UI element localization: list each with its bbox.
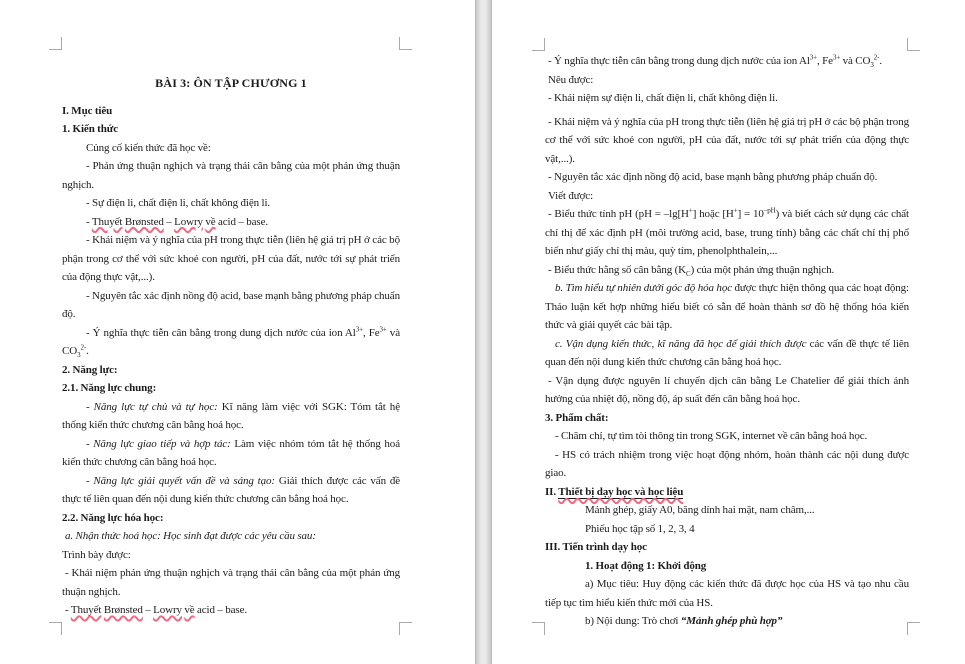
text-run: - Nguyên tắc xác định nồng độ acid, base mạnh bằng phương pháp chuẩn độ. (62, 289, 400, 320)
text-run: - (86, 215, 92, 228)
text-run: , Fe (817, 55, 833, 67)
paragraph[interactable] (545, 427, 909, 446)
paragraph[interactable] (545, 612, 909, 631)
text-run: 2. Năng lực: (62, 363, 118, 376)
text-run: ) và biết cách sử dụng các chất chỉ thị để xác định pH (môi trường acid, base, trung tính) bằng các chất chỉ thị phổ biến như giấy chỉ thị màu, quỳ tím, phenolphthalein,... (545, 208, 909, 257)
paragraph[interactable] (62, 472, 400, 509)
page-gap (475, 0, 492, 664)
page-2-text-column (545, 52, 909, 631)
text-run: ) của một phản ứng thuận nghịch. (690, 263, 835, 276)
spellcheck-flagged-text: Thuyết (91, 215, 123, 228)
heading[interactable] (545, 483, 909, 502)
text-run: Trình bày được: (62, 548, 131, 561)
text-boundary-mark (49, 37, 62, 50)
paragraph[interactable] (545, 168, 909, 187)
heading[interactable] (545, 538, 909, 557)
text-run: Mảnh ghép, giấy A0, băng dính hai mặt, nam châm,... (585, 504, 815, 516)
text-run: - Ý nghĩa thực tiễn cân bằng trong dung dịch nước của ion Al (548, 55, 810, 67)
heading[interactable] (62, 509, 400, 528)
text-run: – (142, 604, 154, 616)
text-run: 3+ (809, 53, 818, 62)
heading[interactable] (545, 557, 909, 576)
paragraph[interactable] (62, 398, 400, 435)
paragraph[interactable] (62, 435, 400, 472)
spellcheck-flagged-text: Brønsted (103, 604, 143, 616)
text-run: b) Nội dung: Trò chơi (585, 615, 681, 627)
paragraph[interactable] (545, 205, 909, 261)
paragraph[interactable] (62, 564, 400, 601)
text-run: được thực hiện thông qua các hoạt động: Thảo luận kết hợp những hiểu biết có sẵn để hoàn thành sơ đồ hệ thống hóa kiến thức và giải quyết các bài tập. (545, 282, 909, 331)
paragraph[interactable] (62, 601, 400, 620)
text-run: - Biểu thức tính pH (pH = –lg[H (548, 208, 689, 220)
document-title[interactable] (62, 74, 400, 93)
text-run: c. Vận dụng kiến thức, kĩ năng đã học để giải thích được (555, 337, 810, 350)
text-run: Củng cố kiến thức đã học về: (86, 141, 211, 154)
text-run: BÀI 3: ÔN TẬP CHƯƠNG 1 (155, 76, 307, 90)
paragraph[interactable] (545, 335, 909, 372)
text-run: 2.1. Năng lực chung: (62, 382, 157, 394)
text-run: Phiếu học tập số 1, 2, 3, 4 (585, 522, 695, 535)
paragraph[interactable] (545, 446, 909, 483)
text-run: - Năng lực giao tiếp và hợp tác: (86, 437, 235, 450)
text-run: b. Tìm hiểu tự nhiên dưới góc độ hóa học (555, 282, 735, 294)
text-run: acid – base. (194, 604, 248, 616)
text-run: 3+ (832, 53, 841, 62)
text-run: a. Nhận thức hoá học: Học sinh đạt được các yêu cầu sau: (65, 530, 316, 542)
text-run: ] = 10 (737, 208, 764, 220)
paragraph[interactable] (545, 52, 909, 71)
paragraph[interactable] (62, 157, 400, 194)
spellcheck-flagged-text: Lowry (174, 215, 203, 228)
paragraph[interactable] (62, 213, 400, 232)
paragraph[interactable] (545, 575, 909, 612)
paragraph[interactable] (545, 71, 909, 90)
paragraph[interactable] (545, 279, 909, 335)
text-run: II. (545, 485, 559, 498)
heading[interactable] (62, 120, 400, 139)
heading[interactable] (62, 102, 400, 121)
text-run: 3 (77, 351, 81, 360)
text-run: Viết được: (548, 189, 594, 202)
text-run: - Khái niệm và ý nghĩa của pH trong thực tiễn (liên hệ giá trị pH ở các bộ phận trong cơ thể với sức khoẻ con người, pH của đất, nước tới sự phát triển của động thực vật,...). (545, 115, 909, 165)
text-run: Nêu được: (548, 73, 594, 86)
paragraph[interactable] (62, 139, 400, 158)
heading[interactable] (545, 409, 909, 428)
text-run: - Biểu thức hằng số cân bằng (K (548, 263, 687, 276)
document-page-1[interactable] (0, 0, 475, 664)
paragraph[interactable] (62, 287, 400, 324)
text-boundary-mark (49, 622, 62, 635)
text-run: - Năng lực giải quyết vấn đề và sáng tạo: (86, 474, 279, 487)
text-run: a) Mục tiêu: Huy động các kiến thức đã được học của HS và tạo nhu cầu tiếp tục tìm hiểu kiến thức mới của HS. (545, 578, 909, 609)
text-run: . (86, 345, 89, 357)
text-run: 3. Phẩm chất: (545, 411, 609, 424)
text-run: 3+ (379, 324, 387, 333)
text-run: + (688, 206, 693, 215)
text-run: - Vận dụng được nguyên lí chuyển dịch cân bằng Le Chatelier để giải thích ảnh hưởng của nhiệt độ, nồng độ, áp suất đến cân bằng hoá học. (545, 374, 909, 405)
text-run: “Mảnh ghép phù hợp” (680, 615, 783, 627)
text-run: - Ý nghĩa thực tiễn cân bằng trong dung dịch nước của ion Al (86, 326, 356, 339)
text-run: - Năng lực tự chủ và tự học: (86, 400, 222, 413)
text-run: 1. Kiến thức (62, 123, 119, 135)
text-run: - Khái niệm phản ứng thuận nghịch và trạng thái cân bằng của một phản ứng thuận nghịch. (62, 567, 400, 598)
text-run: - Nguyên tắc xác định nồng độ acid, base mạnh bằng phương pháp chuẩn độ. (548, 171, 878, 183)
text-run: 2.2. Năng lực hóa học: (62, 511, 164, 524)
text-boundary-mark (532, 38, 545, 51)
text-run: - (65, 604, 71, 616)
text-boundary-mark (399, 622, 412, 635)
text-run: I. Mục tiêu (62, 104, 113, 117)
spellcheck-flagged-text: Brønsted (124, 215, 164, 228)
text-run: + (733, 206, 738, 215)
text-run: 3 (870, 61, 874, 70)
heading[interactable] (62, 379, 400, 398)
spellcheck-flagged-text: về (184, 604, 195, 616)
paragraph[interactable] (545, 520, 909, 539)
paragraph[interactable] (545, 113, 909, 169)
text-run: và CO (62, 326, 400, 357)
text-run: , Fe (362, 326, 380, 339)
text-run: - Phản ứng thuận nghịch và trạng thái cân bằng của một phản ứng thuận nghịch. (62, 160, 400, 191)
text-run: C (686, 269, 691, 278)
text-run: – (163, 215, 175, 228)
spellcheck-flagged-text: Thiết bị dạy học và học liệu (558, 485, 684, 498)
heading[interactable] (62, 361, 400, 380)
text-run: ] hoặc [H (692, 208, 734, 220)
paragraph[interactable] (545, 372, 909, 409)
paragraph[interactable] (545, 89, 909, 108)
text-run: - Sự điện li, chất điện li, chất không điện li. (86, 197, 271, 209)
paragraph[interactable] (62, 527, 400, 546)
spellcheck-flagged-text: Thuyết (70, 604, 102, 616)
spellcheck-flagged-text: Lowry (153, 604, 182, 616)
text-run: Kĩ năng làm việc với SGK: Tóm tắt hệ thống kiến thức chương cân bằng hoá học. (62, 400, 400, 431)
text-run: Giải thích được các vấn đề thực tế liên quan đến nội dung kiến thức chương cân bằng hoá học. (62, 474, 401, 505)
paragraph[interactable] (62, 546, 400, 565)
text-run: acid – base. (215, 215, 269, 228)
document-page-2[interactable] (492, 0, 965, 664)
text-run: các vấn đề thực tế liên quan đến nội dung kiến thức chương cân bằng hoá học. (545, 337, 909, 368)
text-run: - Khái niệm và ý nghĩa của pH trong thực tiễn (liên hệ giá trị pH ở các bộ phận trong cơ thể với sức khoẻ con người, pH của đất, nước tới sự phát triển của động thực vật,...). (62, 234, 400, 283)
text-boundary-mark (907, 38, 920, 51)
page-1-text-column (62, 74, 400, 620)
text-run: Làm việc nhóm tóm tắt hệ thống hoá kiến thức chương cân bằng hoá học. (62, 437, 400, 468)
text-run: 3+ (355, 324, 363, 333)
text-run: –pH (763, 206, 776, 215)
paragraph[interactable] (545, 187, 909, 206)
paragraph[interactable] (545, 501, 909, 520)
text-run: và CO (840, 55, 871, 67)
text-run: - HS có trách nhiệm trong việc hoạt động nhóm, hoàn thành các nội dung được giao. (545, 448, 909, 479)
text-run: 1. Hoạt động 1: Khởi động (585, 559, 707, 572)
text-run: III. Tiến trình dạy học (545, 541, 647, 553)
text-boundary-mark (399, 37, 412, 50)
paragraph[interactable] (545, 261, 909, 280)
text-boundary-mark (532, 622, 545, 635)
paragraph[interactable] (62, 324, 400, 361)
paragraph[interactable] (62, 194, 400, 213)
text-run: - Chăm chỉ, tự tìm tòi thông tin trong SGK, internet về cân bằng hoá học. (555, 430, 868, 442)
text-run: 2- (873, 53, 880, 62)
text-run: . (879, 55, 883, 67)
paragraph[interactable] (62, 231, 400, 287)
spellcheck-flagged-text: về (205, 215, 216, 228)
text-run: 2- (80, 343, 87, 352)
text-run: - Khái niệm sự điện li, chất điện li, chất không điện li. (548, 92, 778, 104)
